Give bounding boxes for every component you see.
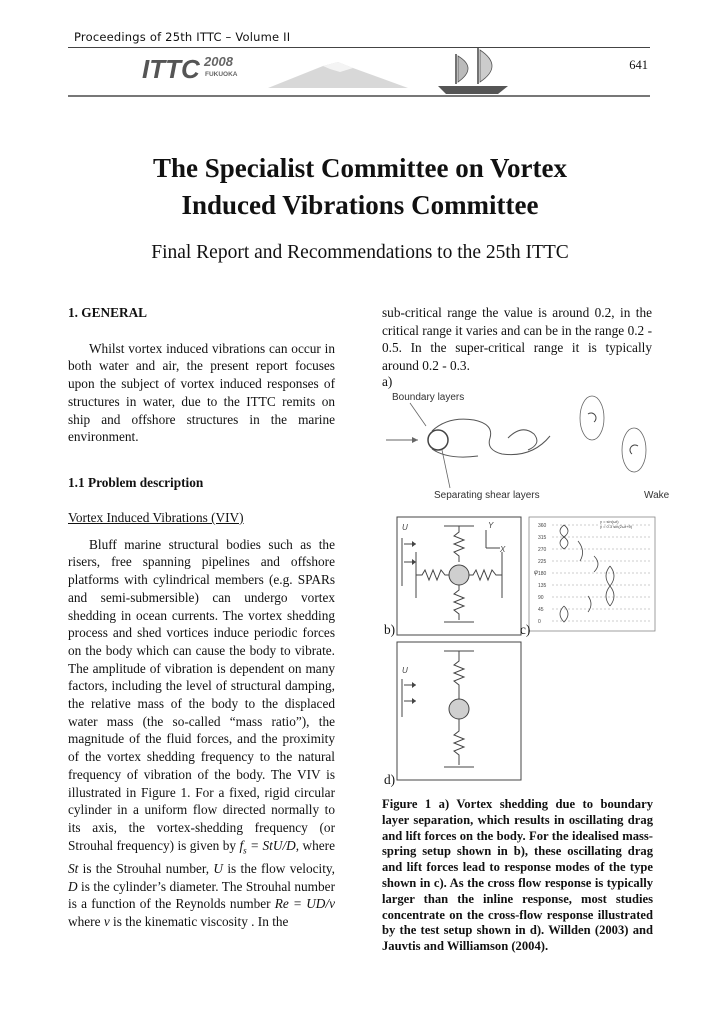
section-heading-general: 1. GENERAL [68,305,148,320]
svg-text:135: 135 [538,583,547,589]
viv-heading: Vortex Induced Vibrations (VIV) [68,510,244,525]
figure-label-a: a) [382,374,393,389]
logo-year: 2008 [204,54,233,69]
svg-text:U: U [402,523,408,532]
fig-shear-label: Separating shear layers [434,490,540,501]
paragraph-general: Whilst vortex induced vibrations can occur in both water and air, the present report focuses upon the subject of vortex induced responses of structures in water, due to the ITTC remits on ship and offshore structures in the marine environment. [68,340,335,445]
paragraph-viv: Bluff marine structural bodies such as the risers, free spanning pipelines and offshore platforms with cylindrical members (e.g. SPARs and semi-submersible) can undergo vortex shedding in ocean currents. The vortex shedding process and shed vortices induce periodic forces on the body which can cause the body to vibrate. The amplitude of vibration is dependent on many factors, including the level of structural damping, the relative mass of the body to the displaced water mass (the so-called “mass ratio”), the magnitude of the fluid forces, and the proximity of the vortex shedding frequency to the natural frequency of vibration of the body. The VIV is illustrated in Figure 1. For a fixed, rigid circular cylinder in a uniform flow directed normally to its axis, the vortex-shedding frequency (or Strouhal frequency) is given by $f_s = StU/D$, where St is the Strouhal number, U is the flow velocity, D is the cylinder’s diameter. The Strouhal number is a function of the Reynolds number Re = UD/ν where ν is the kinematic viscosity . In the [68,536,336,930]
conference-banner [68,48,650,98]
svg-text:U: U [402,666,408,675]
running-head: Proceedings of 25th ITTC – Volume II [74,30,291,44]
fig-cylinder [428,430,448,450]
svg-text:270: 270 [538,547,547,553]
svg-text:0: 0 [538,619,541,625]
figure-b-mass-spring [396,516,522,636]
svg-text:315: 315 [538,535,547,541]
svg-text:φ: φ [534,570,538,576]
subsection-heading: 1.1 Problem description [68,475,204,490]
svg-text:180: 180 [538,571,547,577]
right-column-paragraph: sub-critical range the value is around 0.2, in the critical range it varies and can be in the range 0.2 - 0.5. In the super-critical range it is typically around 0.2 - 0.3. [382,305,652,374]
fig-wake-label: Wake [644,490,670,501]
svg-text:45: 45 [538,607,544,613]
page-number: 641 [629,58,648,72]
figure-caption: Figure 1 a) Vortex shedding due to boundary layer separation, which results in oscillating drag and lift forces on the body. For the idealised mass-spring setup shown in b), these oscillating drag and lift forces lead to response modes of the type shown in c). As the cross flow response is typically larger than the inline response, most studies concentrate on the cross-flow response illustrated by the test setup shown in d). Willden (2003) and Jauvtis and Williamson (2004). [382,797,653,954]
logo-city: FUKUOKA [205,71,238,78]
fig-boundary-label: Boundary layers [392,392,465,403]
figure-a-vortex-shedding [382,388,672,508]
left-column-viv [68,509,335,931]
figure-d-test-setup [396,641,522,781]
svg-text:225: 225 [538,559,547,565]
fig-b-cylinder [449,565,469,585]
figure-label-d: d) [384,772,396,787]
title-line-2: Induced Vibrations Committee [181,190,539,220]
left-column-problem [68,474,335,492]
figure-label-b: b) [384,622,396,637]
title-line-1: The Specialist Committee on Vortex [153,153,567,183]
svg-text:90: 90 [538,595,544,601]
figure-c-response-modes [528,516,656,632]
logo-text: ITTC [142,54,200,84]
left-column [68,304,335,446]
fig-d-cylinder [449,699,469,719]
svg-text:X: X [500,545,506,554]
svg-text:Y: Y [488,521,494,530]
svg-text:y = 0.3 sin(2ωt+θ): y = 0.3 sin(2ωt+θ) [600,524,633,529]
page-subtitle: Final Report and Recommendations to the 25th ITTC [151,242,569,263]
figure-label-c: c) [520,622,531,637]
svg-text:360: 360 [538,523,547,529]
page-title [60,150,660,224]
svg-text:y = sin(ωt): y = sin(ωt) [600,519,619,524]
